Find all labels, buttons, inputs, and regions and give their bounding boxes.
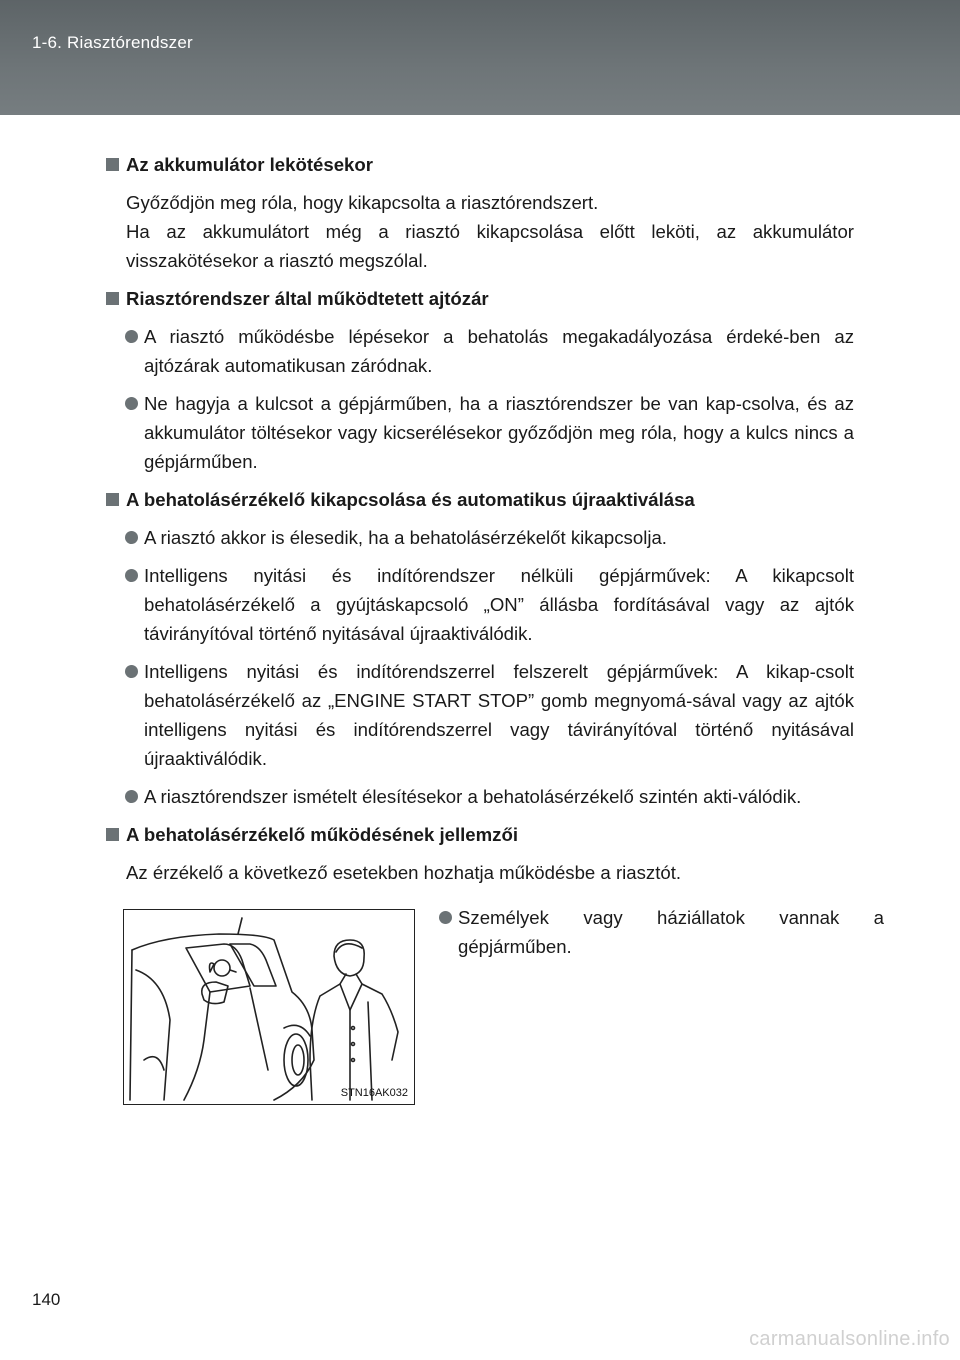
page-number: 140: [32, 1290, 61, 1309]
illustration-frame: [123, 909, 415, 1105]
list-item: A riasztórendszer ismételt élesítésekor a behatolásérzékelő szintén akti-válódik.: [106, 782, 854, 811]
chapter-title: 1-6. Riasztórendszer: [32, 33, 193, 52]
square-bullet-icon: [106, 158, 119, 171]
dog-snout: [230, 970, 236, 972]
person-collar: [340, 984, 362, 1010]
section-heading: A behatolásérzékelő működésének jellemzői: [106, 820, 854, 849]
button-3: [352, 1059, 355, 1062]
rear-panel-line: [136, 970, 170, 1100]
antenna-line: [238, 918, 242, 934]
section-paragraph: Győződjön meg róla, hogy kikapcsolta a riasztórendszert. Ha az akkumulátort még a riasztó kikapcsolása előtt leköti, az akkumulátor visszakötésekor a riasztó megszólal.: [126, 192, 854, 271]
person-hair: [336, 944, 362, 952]
square-bullet-icon: [106, 828, 119, 841]
list-item: Személyek vagy háziállatok vannak a gépjárműben.: [420, 903, 884, 961]
list-item: Intelligens nyitási és indítórendszerrel felszerelt gépjárművek: A kikap-csolt behatolásérzékelő az „ENGINE START STOP” gomb megnyomá-sával vagy az ajtók intelligens nyitási és indítórendszerrel vagy távirányítóval történő nyitásával újraaktiválódik.: [106, 657, 854, 773]
door-seam-front: [250, 988, 268, 1070]
figure-row: [106, 903, 884, 1108]
circle-bullet-icon: [439, 911, 452, 924]
rear-detail: [144, 1057, 164, 1070]
circle-bullet-icon: [125, 397, 138, 410]
person-right-arm: [356, 974, 398, 1060]
page-content: [106, 150, 854, 896]
car-rear-edge: [130, 950, 132, 1100]
circle-bullet-icon: [125, 569, 138, 582]
circle-bullet-icon: [125, 531, 138, 544]
circle-bullet-icon: [125, 790, 138, 803]
dog-head: [214, 960, 230, 976]
section-heading: A behatolásérzékelő kikapcsolása és automatikus újraaktiválása: [106, 485, 854, 514]
car-window-rear: [186, 944, 250, 992]
watermark: carmanualsonline.info: [749, 1328, 950, 1350]
list-item: Intelligens nyitási és indítórendszer nélküli gépjárművek: A kikapcsolt behatolásérzékelő a gyújtáskapcsoló „ON” állásba fordításával vagy az ajtók távirányítóval történő nyitásával újraaktiválódik.: [106, 561, 854, 648]
button-1: [352, 1027, 355, 1030]
square-bullet-icon: [106, 292, 119, 305]
person-jacket-line: [368, 1002, 372, 1100]
person-head: [334, 940, 364, 976]
list-item: Ne hagyja a kulcsot a gépjárműben, ha a riasztórendszer be van kap-csolva, és az akkumulátor töltésekor vagy kicserélésekor győződjön meg róla, hogy a kulcs nincs a gépjárműben.: [106, 389, 854, 476]
figure-code: STN16AK032: [340, 1087, 408, 1099]
section-heading: Az akkumulátor lekötésekor: [106, 150, 854, 179]
door-seam: [184, 992, 210, 1100]
wheel-hub: [292, 1045, 304, 1075]
list-item: A riasztó működésbe lépésekor a behatolás megakadályozása érdeké-ben az ajtózárak automatikusan záródnak.: [106, 322, 854, 380]
car-with-dog-and-person-illustration: [124, 910, 414, 1104]
page-header: [0, 0, 960, 115]
list-item: A riasztó akkor is élesedik, ha a behatolásérzékelőt kikapcsolja.: [106, 523, 854, 552]
circle-bullet-icon: [125, 330, 138, 343]
section-paragraph: Az érzékelő a következő esetekben hozhatja működésbe a riasztót.: [126, 862, 682, 883]
person-left-side: [310, 974, 346, 1100]
square-bullet-icon: [106, 493, 119, 506]
circle-bullet-icon: [125, 665, 138, 678]
section-heading: Riasztórendszer által működtetett ajtózár: [106, 284, 854, 313]
button-2: [352, 1043, 355, 1046]
